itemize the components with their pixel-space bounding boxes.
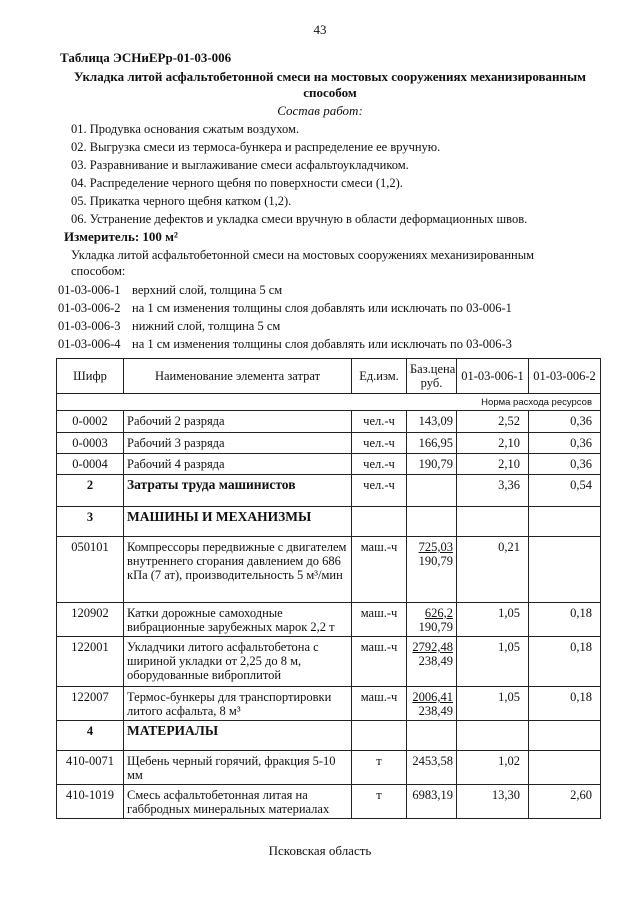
row-code: 4 [57,721,124,751]
row-unit: чел.-ч [352,411,407,433]
row-value-2: 0,54 [529,475,601,507]
row-value-2: 0,18 [529,603,601,637]
work-item: 04. Распределение черного щебня по поверхности смеси (1,2). [71,176,403,190]
work-item: 01. Продувка основания сжатым воздухом. [71,122,300,136]
row-value-2: 0,36 [529,433,601,454]
works-list [71,120,611,228]
price-value: 626,2 [424,606,453,620]
table-row [57,475,601,507]
row-value-2 [529,537,601,603]
row-unit: маш.-ч [352,537,407,603]
row-value-2: 2,60 [529,785,601,819]
row-value-2 [529,721,601,751]
row-code: 120902 [57,603,124,637]
row-value-2: 0,18 [529,637,601,687]
row-unit: т [352,751,407,785]
row-value-1: 1,05 [457,687,529,721]
header-col-1: 01-03-006-1 [457,359,529,394]
table-row [57,537,601,603]
row-value-2: 0,36 [529,411,601,433]
table-title: Таблица ЭСНиЕРр-01-03-006 [60,50,232,65]
code-id: 01-03-006-2 [58,301,121,315]
table-row [57,603,601,637]
code-text: нижний слой, толщина 5 см [132,319,281,333]
code-item [58,335,618,353]
row-unit: маш.-ч [352,603,407,637]
row-value-1: 1,05 [457,637,529,687]
row-value-1: 0,21 [457,537,529,603]
row-value-1: 1,05 [457,603,529,637]
row-price [407,507,457,537]
header-name: Наименование элемента затрат [124,359,352,394]
table-row [57,721,601,751]
row-price [407,475,457,507]
description: Укладка литой асфальтобетонной смеси на мостовых сооружениях механизированным способом: [71,248,535,278]
row-code: 0-0002 [57,411,124,433]
code-id: 01-03-006-3 [58,319,121,333]
row-name: Затраты труда машинистов [124,475,352,507]
row-name: Термос-бункеры для транспортировки литого асфальта, 8 м³ [124,687,352,721]
page-number: 43 [313,22,327,37]
code-item [58,299,618,317]
table-row [57,637,601,687]
code-id: 01-03-006-4 [58,337,121,351]
row-name: Укладчики литого асфальтобетона с шириной укладки от 2,25 до 8 м, оборудованные виброплитой [124,637,352,687]
code-text: верхний слой, толщина 5 см [132,283,283,297]
header-unit: Ед.изм. [352,359,407,394]
row-price [407,687,457,721]
row-price [407,603,457,637]
row-value-2: 0,36 [529,454,601,475]
price-wage: 238,49 [418,704,453,718]
row-name: Смесь асфальтобетонная литая на габбродных минеральных материалах [124,785,352,819]
code-item [58,281,618,299]
work-item: 02. Выгрузка смеси из термоса-бункера и распределение ее вручную. [71,140,441,154]
footer-region: Псковская область [268,843,372,858]
table-row [57,751,601,785]
price-wage: 190,79 [418,620,453,634]
row-price [407,537,457,603]
table-header-row [57,359,601,394]
price-value: 725,03 [418,540,453,554]
row-unit: т [352,785,407,819]
row-value-2 [529,507,601,537]
table-row [57,687,601,721]
row-code: 410-1019 [57,785,124,819]
row-price: 166,95 [407,433,457,454]
row-value-2: 0,18 [529,687,601,721]
row-name: Рабочий 2 разряда [124,411,352,433]
code-list [58,281,618,353]
row-name: Катки дорожные самоходные вибрационные зарубежных марок 2,2 т [124,603,352,637]
work-item: 06. Устранение дефектов и укладка смеси вручную в области деформационных швов. [71,212,528,226]
measure-unit: Измеритель: 100 м² [64,229,178,244]
row-price: 6983,19 [407,785,457,819]
row-code: 122001 [57,637,124,687]
price-value: 2006,41 [412,690,453,704]
row-unit: маш.-ч [352,687,407,721]
row-price [407,637,457,687]
row-name: Рабочий 3 разряда [124,433,352,454]
row-name: Компрессоры передвижные с двигателем внутреннего сгорания давлением до 686 кПа (7 ат), производительность 5 м³/мин [124,537,352,603]
row-value-1: 2,52 [457,411,529,433]
row-unit [352,507,407,537]
price-value: 2792,48 [412,640,453,654]
row-name: МАШИНЫ И МЕХАНИЗМЫ [124,507,352,537]
price-wage: 190,79 [418,554,453,568]
row-value-1: 2,10 [457,454,529,475]
header-col-2: 01-03-006-2 [529,359,601,394]
row-code: 2 [57,475,124,507]
row-name: Рабочий 4 разряда [124,454,352,475]
row-price [407,721,457,751]
header-price: Баз.цена руб. [407,359,457,394]
row-value-1 [457,507,529,537]
header-code: Шифр [57,359,124,394]
table-row [57,507,601,537]
row-code: 122007 [57,687,124,721]
row-value-1: 1,02 [457,751,529,785]
row-unit: чел.-ч [352,475,407,507]
table-row [57,411,601,433]
row-name: МАТЕРИАЛЫ [124,721,352,751]
row-value-1: 13,30 [457,785,529,819]
row-value-1: 3,36 [457,475,529,507]
row-code: 050101 [57,537,124,603]
row-unit: чел.-ч [352,433,407,454]
table-body [57,394,601,819]
price-wage: 238,49 [418,654,453,668]
table-row [57,433,601,454]
row-name: Щебень черный горячий, фракция 5-10 мм [124,751,352,785]
code-id: 01-03-006-1 [58,283,121,297]
resource-table [56,358,601,819]
row-unit: маш.-ч [352,637,407,687]
norm-label: Норма расхода ресурсов [57,394,601,411]
row-value-1: 2,10 [457,433,529,454]
row-unit: чел.-ч [352,454,407,475]
norm-row [57,394,601,411]
code-item [58,317,618,335]
work-item: 03. Разравнивание и выглаживание смеси асфальтоукладчиком. [71,158,409,172]
row-value-2 [529,751,601,785]
row-price: 2453,58 [407,751,457,785]
composition-label: Состав работ: [277,103,363,118]
table-subtitle: Укладка литой асфальтобетонной смеси на мостовых сооружениях механизированным способом [73,69,587,100]
row-price: 143,09 [407,411,457,433]
work-item: 05. Прикатка черного щебня катком (1,2). [71,194,292,208]
row-code: 410-0071 [57,751,124,785]
row-code: 0-0003 [57,433,124,454]
row-price: 190,79 [407,454,457,475]
table-row [57,785,601,819]
table-row [57,454,601,475]
row-unit [352,721,407,751]
row-code: 3 [57,507,124,537]
code-text: на 1 см изменения толщины слоя добавлять или исключать по 03-006-1 [132,301,512,315]
row-value-1 [457,721,529,751]
code-text: на 1 см изменения толщины слоя добавлять или исключать по 03-006-3 [132,337,512,351]
row-code: 0-0004 [57,454,124,475]
